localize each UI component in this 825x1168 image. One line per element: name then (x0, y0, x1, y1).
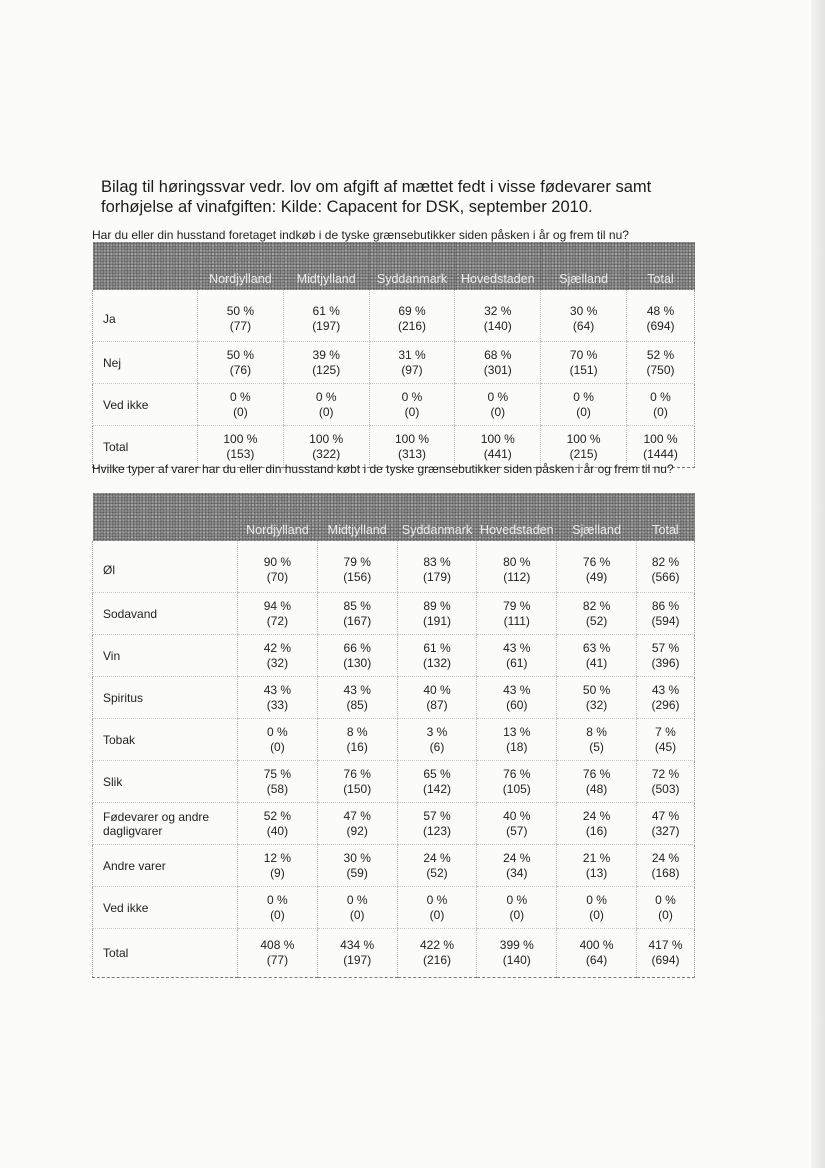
row-label: Vin (93, 635, 238, 677)
cell-percent: 0 % (267, 724, 288, 739)
cell-count: (57) (506, 823, 528, 838)
cell-percent: 83 % (423, 554, 451, 569)
cell-percent: 80 % (503, 554, 531, 569)
cell-percent: 90 % (263, 554, 292, 569)
cell-count: (64) (585, 953, 608, 967)
cell-percent: 30 % (343, 850, 371, 865)
cell-percent: 8 % (586, 724, 607, 739)
cell-percent: 24 % (582, 808, 611, 823)
question-2: Hvilke typer af varer har du eller din husstand købt i de tyske grænsebutikker siden påsken i år og frem til nu? (92, 462, 674, 476)
cell-count: (140) (483, 318, 512, 333)
cell-percent: 0 % (230, 389, 251, 404)
cell-count: (5) (589, 739, 604, 754)
table-cell (369, 290, 455, 342)
table-cell (397, 887, 477, 929)
table-cell (369, 384, 455, 426)
header-row (93, 242, 695, 290)
table-cell (317, 593, 397, 635)
cell-percent: 47 % (651, 808, 680, 823)
column-header-sjaelland: Sjælland (557, 493, 637, 541)
table-row (93, 803, 695, 845)
column-header-total: Total (627, 242, 695, 290)
row-label: Andre varer (93, 845, 238, 887)
page-edge (811, 0, 825, 1168)
cell-percent: 76 % (503, 766, 531, 781)
cell-percent: 0 % (401, 389, 423, 404)
cell-percent: 94 % (263, 598, 292, 613)
table-cell (455, 384, 541, 426)
column-header-nordjylland: Nordjylland (238, 493, 318, 541)
cell-percent: 52 % (263, 808, 292, 823)
table-cell (283, 342, 369, 384)
cell-percent: 7 % (655, 724, 676, 739)
table-cell (238, 677, 318, 719)
cell-percent: 43 % (503, 682, 531, 697)
cell-count: (130) (343, 655, 372, 670)
table-row (93, 342, 695, 384)
table-cell (317, 719, 397, 761)
column-header-syddanmark: Syddanmark (369, 242, 455, 290)
table-row (93, 635, 695, 677)
cell-count: (85) (346, 697, 368, 712)
cell-percent: 0 % (655, 892, 676, 907)
table-cell (637, 719, 695, 761)
header-corner (93, 493, 238, 541)
cell-count: (179) (422, 569, 451, 584)
cell-percent: 39 % (312, 347, 340, 362)
cell-count: (61) (506, 655, 528, 670)
cell-count: (215) (569, 446, 598, 461)
table-cell (317, 803, 397, 845)
table-product-types (92, 493, 695, 978)
cell-percent: 72 % (651, 766, 680, 781)
cell-count: (105) (502, 781, 531, 796)
table-cell (637, 887, 695, 929)
row-label: Øl (93, 541, 238, 593)
table-cell (317, 541, 397, 593)
table-row (93, 887, 695, 929)
cell-percent: 100 % (480, 431, 515, 446)
table-cell (198, 342, 284, 384)
table-cell (317, 677, 397, 719)
cell-percent: 0 % (586, 892, 607, 907)
row-label: Slik (93, 761, 238, 803)
cell-percent: 32 % (484, 303, 512, 318)
cell-count: (151) (569, 362, 598, 377)
cell-percent: 40 % (423, 682, 451, 697)
header-corner (93, 242, 198, 290)
table-cell (637, 761, 695, 803)
cell-count: (296) (651, 697, 680, 712)
cell-count: (18) (506, 739, 528, 754)
cell-count: (52) (426, 865, 448, 880)
table-cell (238, 761, 318, 803)
cell-count: (0) (404, 404, 420, 419)
table-cell (637, 635, 695, 677)
cell-count: (58) (266, 781, 289, 796)
cell-percent: 69 % (398, 303, 426, 318)
table-row (93, 929, 695, 978)
cell-percent: 75 % (263, 766, 292, 781)
table-cell (397, 719, 477, 761)
cell-count: (153) (226, 446, 255, 461)
column-header-sjaelland: Sjælland (541, 242, 627, 290)
cell-count: (6) (429, 739, 445, 754)
table-cell (557, 761, 637, 803)
table-cell (455, 342, 541, 384)
table-cell (557, 845, 637, 887)
table-cell (397, 845, 477, 887)
cell-count: (34) (506, 865, 528, 880)
cell-count: (322) (312, 446, 341, 461)
cell-count: (112) (503, 569, 531, 584)
table-cell (397, 929, 477, 978)
cell-percent: 86 % (651, 598, 680, 613)
cell-count: (503) (651, 781, 680, 796)
cell-count: (77) (229, 318, 252, 333)
table-cell (637, 929, 695, 978)
table-cell (238, 887, 318, 929)
cell-count: (0) (233, 404, 248, 419)
cell-percent: 66 % (343, 640, 371, 655)
cell-count: (197) (343, 953, 372, 967)
table-cell (238, 541, 318, 593)
table-row (93, 593, 695, 635)
cell-count: (48) (585, 781, 608, 796)
table-cell (637, 677, 695, 719)
table-cell (627, 342, 695, 384)
cell-percent: 61 % (423, 640, 451, 655)
cell-count: (566) (651, 569, 680, 584)
table-cell (557, 677, 637, 719)
cell-count: (33) (266, 697, 289, 712)
table-cell (238, 845, 318, 887)
table-cell (557, 719, 637, 761)
table-cell (627, 384, 695, 426)
cell-count: (77) (266, 953, 289, 967)
cell-percent: 100 % (566, 431, 601, 446)
cell-count: (87) (426, 697, 448, 712)
cell-count: (0) (576, 404, 591, 419)
table-cell (317, 887, 397, 929)
cell-percent: 43 % (263, 682, 292, 697)
cell-count: (156) (343, 569, 372, 584)
cell-percent: 57 % (651, 640, 680, 655)
cell-count: (49) (585, 569, 608, 584)
cell-percent: 76 % (582, 554, 611, 569)
table-cell (637, 803, 695, 845)
cell-percent: 79 % (503, 598, 531, 613)
cell-percent: 3 % (426, 724, 448, 739)
cell-percent: 68 % (484, 347, 512, 362)
table-cell (397, 635, 477, 677)
cell-count: (40) (266, 823, 289, 838)
table-cell (637, 541, 695, 593)
cell-percent: 85 % (343, 598, 371, 613)
cell-percent: 79 % (343, 554, 371, 569)
cell-percent: 0 % (267, 892, 288, 907)
cell-count: (123) (422, 823, 451, 838)
table-cell (557, 929, 637, 978)
column-header-nordjylland: Nordjylland (198, 242, 284, 290)
cell-percent: 400 % (579, 938, 614, 952)
cell-count: (72) (266, 613, 289, 628)
table-cell (477, 593, 557, 635)
table-cell (283, 384, 369, 426)
cell-count: (13) (585, 865, 608, 880)
cell-percent: 63 % (582, 640, 611, 655)
cell-percent: 52 % (646, 347, 675, 362)
cell-percent: 31 % (398, 347, 426, 362)
cell-count: (97) (401, 362, 423, 377)
row-label: Total (93, 426, 198, 468)
table-row (93, 290, 695, 342)
cell-percent: 82 % (582, 598, 611, 613)
cell-percent: 408 % (260, 938, 295, 952)
cell-count: (32) (585, 697, 608, 712)
cell-count: (70) (266, 569, 289, 584)
document-heading: Bilag til høringssvar vedr. lov om afgift af mættet fedt i visse fødevarer samt forhøjelse af vinafgiften: Kilde: Capacent for DSK, september 2010. (101, 178, 652, 216)
cell-percent: 0 % (573, 389, 594, 404)
cell-count: (52) (585, 613, 608, 628)
table-cell (541, 384, 627, 426)
cell-count: (0) (509, 907, 525, 922)
row-label: Sodavand (93, 593, 238, 635)
header-row (93, 493, 695, 541)
table-row (93, 541, 695, 593)
table-row (93, 845, 695, 887)
cell-count: (150) (343, 781, 372, 796)
cell-percent: 0 % (426, 892, 448, 907)
table-cell (238, 593, 318, 635)
table-cell (557, 803, 637, 845)
cell-percent: 24 % (503, 850, 531, 865)
cell-percent: 399 % (499, 938, 534, 952)
row-label: Fødevarer og andre dagligvarer (93, 803, 238, 845)
table-cell (637, 593, 695, 635)
cell-percent: 47 % (343, 808, 371, 823)
column-header-midtjylland: Midtjylland (283, 242, 369, 290)
table-cell (238, 929, 318, 978)
cell-percent: 50 % (226, 303, 255, 318)
cell-count: (0) (658, 907, 673, 922)
cell-percent: 50 % (226, 347, 255, 362)
cell-count: (0) (589, 907, 604, 922)
cell-count: (1444) (643, 446, 678, 461)
column-header-total: Total (637, 493, 695, 541)
table-cell (317, 845, 397, 887)
cell-percent: 100 % (223, 431, 258, 446)
cell-percent: 43 % (343, 682, 371, 697)
cell-count: (0) (270, 907, 285, 922)
cell-percent: 76 % (343, 766, 371, 781)
table-cell (477, 929, 557, 978)
table-cell (541, 290, 627, 342)
cell-count: (16) (585, 823, 608, 838)
column-header-syddanmark: Syddanmark (397, 493, 477, 541)
row-label: Spiritus (93, 677, 238, 719)
question-1: Har du eller din husstand foretaget indkøb i de tyske grænsebutikker siden påsken i år og frem til nu? (92, 228, 629, 242)
table-cell (541, 342, 627, 384)
cell-percent: 100 % (643, 431, 678, 446)
table-cell (477, 719, 557, 761)
table-cell (477, 761, 557, 803)
cell-count: (142) (422, 781, 451, 796)
cell-count: (216) (397, 318, 426, 333)
table-cell (637, 845, 695, 887)
row-label: Ved ikke (93, 384, 198, 426)
table-cell (397, 541, 477, 593)
cell-percent: 12 % (263, 850, 292, 865)
table-cell (317, 761, 397, 803)
cell-count: (41) (585, 655, 608, 670)
cell-count: (750) (646, 362, 675, 377)
table-purchase-incidence (92, 242, 695, 468)
cell-percent: 13 % (503, 724, 531, 739)
cell-percent: 70 % (569, 347, 598, 362)
table-row (93, 719, 695, 761)
cell-count: (92) (346, 823, 368, 838)
cell-percent: 100 % (394, 431, 429, 446)
cell-percent: 40 % (503, 808, 531, 823)
table-cell (557, 541, 637, 593)
cell-percent: 30 % (569, 303, 598, 318)
cell-count: (0) (490, 404, 506, 419)
cell-count: (216) (422, 953, 451, 967)
cell-count: (0) (429, 907, 445, 922)
cell-percent: 0 % (487, 389, 509, 404)
cell-count: (125) (312, 362, 341, 377)
table-cell (283, 290, 369, 342)
cell-count: (594) (651, 613, 680, 628)
table-cell (397, 677, 477, 719)
cell-count: (45) (654, 739, 677, 754)
cell-percent: 0 % (346, 892, 368, 907)
cell-count: (327) (651, 823, 680, 838)
cell-count: (16) (346, 739, 368, 754)
cell-count: (9) (270, 865, 285, 880)
cell-percent: 61 % (312, 303, 340, 318)
cell-percent: 0 % (315, 389, 337, 404)
cell-count: (132) (422, 655, 451, 670)
table-cell (477, 635, 557, 677)
cell-count: (396) (651, 655, 680, 670)
table-cell (238, 635, 318, 677)
table-cell (198, 290, 284, 342)
cell-percent: 434 % (340, 938, 375, 952)
table-row (93, 384, 695, 426)
table-cell (477, 803, 557, 845)
column-header-hovedstaden: Hovedstaden (455, 242, 541, 290)
cell-percent: 24 % (423, 850, 451, 865)
cell-count: (191) (422, 613, 451, 628)
cell-count: (168) (651, 865, 680, 880)
cell-count: (140) (502, 953, 531, 967)
table-cell (477, 541, 557, 593)
cell-count: (197) (312, 318, 341, 333)
table-cell (477, 887, 557, 929)
cell-count: (0) (270, 739, 285, 754)
cell-percent: 422 % (419, 938, 454, 952)
table-cell (477, 845, 557, 887)
table-cell (397, 761, 477, 803)
cell-percent: 57 % (423, 808, 451, 823)
cell-count: (167) (343, 613, 372, 628)
table-cell (369, 342, 455, 384)
cell-count: (32) (266, 655, 289, 670)
column-header-hovedstaden: Hovedstaden (477, 493, 557, 541)
cell-percent: 43 % (651, 682, 680, 697)
table-cell (397, 593, 477, 635)
cell-percent: 100 % (309, 431, 344, 446)
cell-count: (694) (646, 318, 675, 333)
table-cell (317, 929, 397, 978)
cell-percent: 89 % (423, 598, 451, 613)
table-cell (397, 803, 477, 845)
cell-count: (301) (483, 362, 512, 377)
cell-count: (313) (397, 446, 426, 461)
cell-count: (694) (651, 953, 680, 967)
cell-percent: 48 % (646, 303, 675, 318)
table-cell (477, 677, 557, 719)
table-cell (238, 719, 318, 761)
row-label: Ja (93, 290, 198, 342)
row-label: Tobak (93, 719, 238, 761)
cell-percent: 0 % (650, 389, 671, 404)
cell-percent: 65 % (423, 766, 451, 781)
row-label: Ved ikke (93, 887, 238, 929)
cell-percent: 0 % (506, 892, 528, 907)
row-label: Total (93, 929, 238, 978)
cell-percent: 8 % (346, 724, 368, 739)
cell-percent: 417 % (648, 938, 683, 952)
table-cell (455, 290, 541, 342)
cell-count: (60) (506, 697, 528, 712)
cell-count: (0) (653, 404, 668, 419)
cell-count: (0) (349, 907, 365, 922)
table-cell (557, 887, 637, 929)
cell-count: (441) (483, 446, 512, 461)
cell-count: (59) (346, 865, 368, 880)
table-cell (317, 635, 397, 677)
table-cell (198, 384, 284, 426)
cell-percent: 24 % (651, 850, 680, 865)
table-cell (238, 803, 318, 845)
cell-count: (111) (503, 613, 530, 628)
cell-count: (0) (318, 404, 334, 419)
cell-percent: 76 % (582, 766, 611, 781)
cell-percent: 21 % (582, 850, 611, 865)
cell-percent: 42 % (263, 640, 292, 655)
table-cell (627, 290, 695, 342)
cell-count: (76) (229, 362, 252, 377)
table-cell (557, 635, 637, 677)
row-label: Nej (93, 342, 198, 384)
cell-percent: 43 % (503, 640, 531, 655)
column-header-midtjylland: Midtjylland (317, 493, 397, 541)
table-cell (557, 593, 637, 635)
table-row (93, 677, 695, 719)
cell-percent: 82 % (651, 554, 680, 569)
table-row (93, 761, 695, 803)
cell-count: (64) (572, 318, 595, 333)
cell-percent: 50 % (582, 682, 611, 697)
